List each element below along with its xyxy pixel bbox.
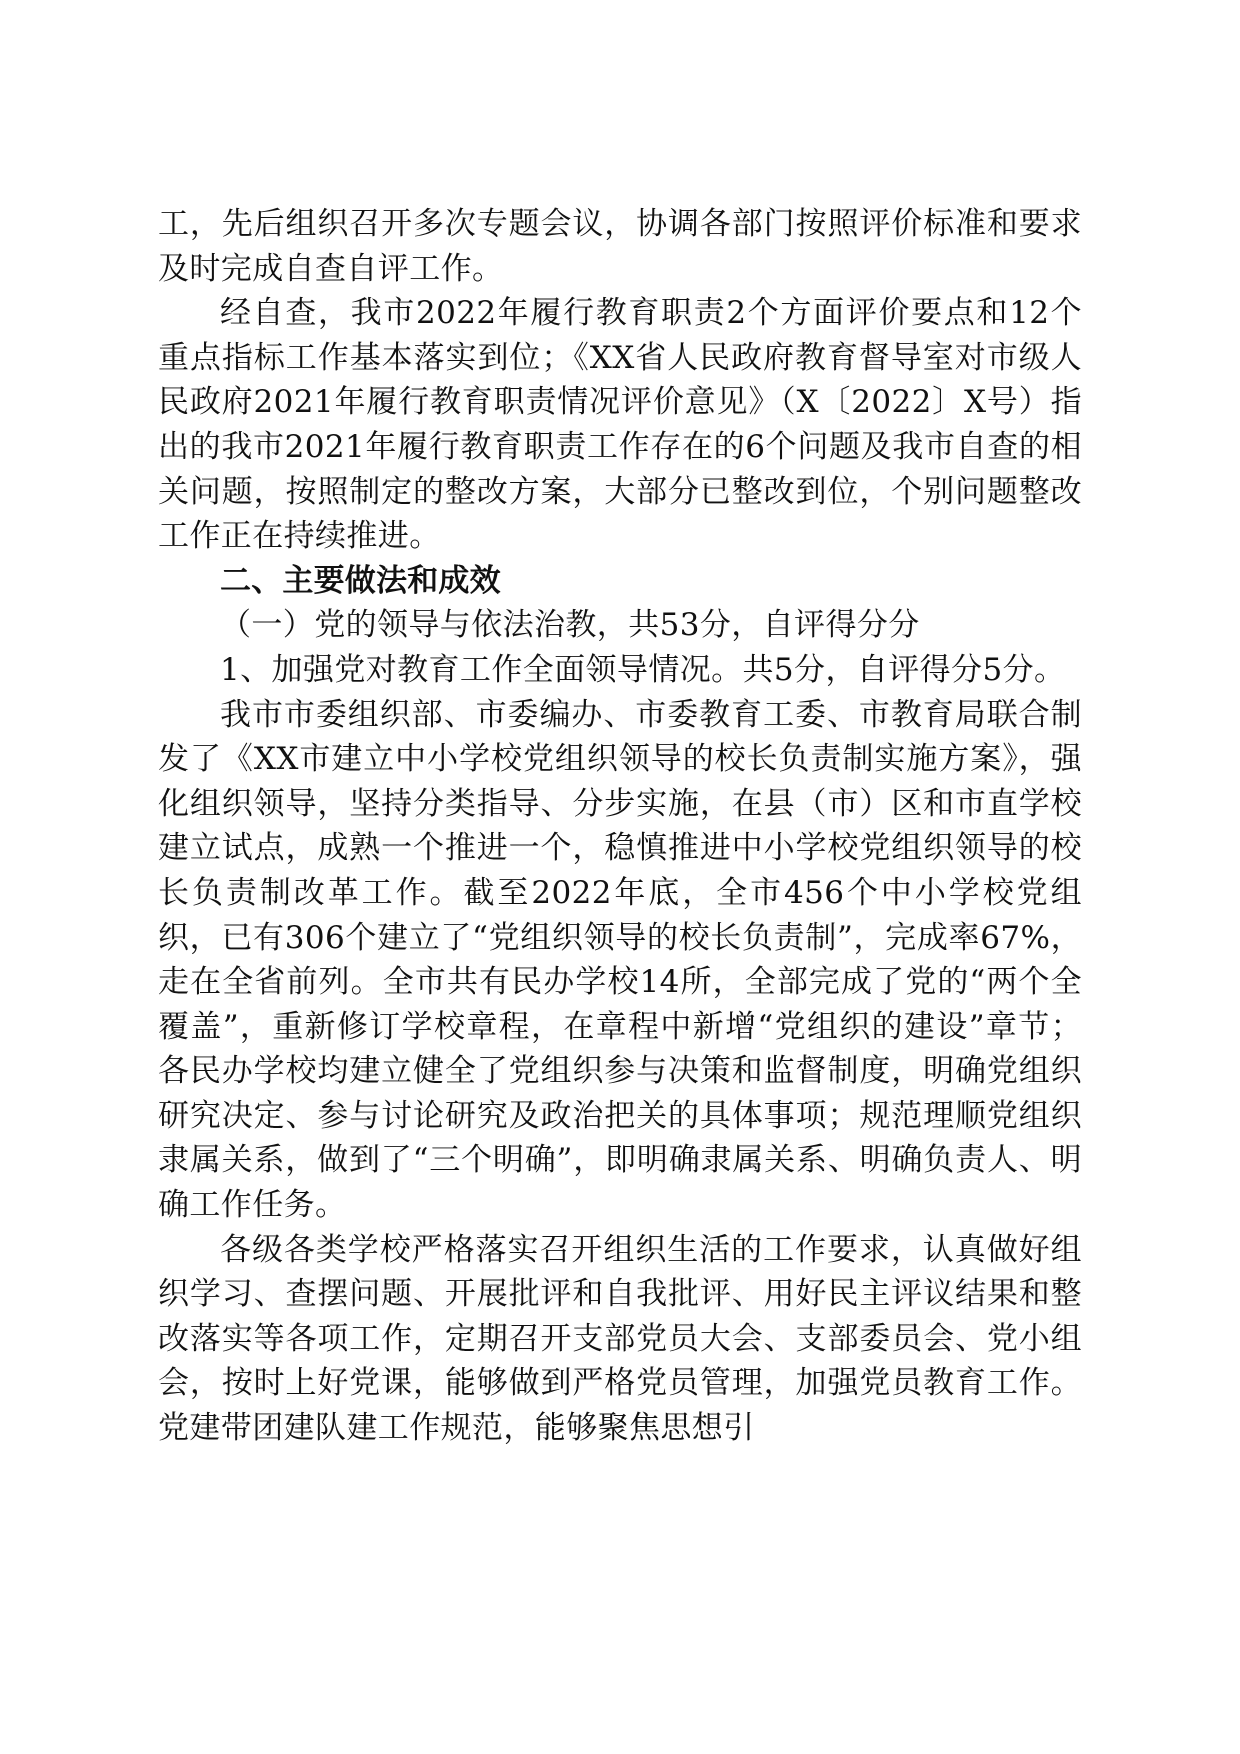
paragraph-organization-life: 各级各类学校严格落实召开组织生活的工作要求，认真做好组织学习、查摆问题、开展批评和自我批评、用好民主评议结果和整改落实等各项工作，定期召开支部党员大会、支部委员会、党小组会，按时上好党课，能够做到严格党员管理，加强党员教育工作。党建带团建队建工作规范，能够聚焦思想引 (158, 1231, 1082, 1447)
paragraph-party-leadership: 我市市委组织部、市委编办、市委教育工委、市教育局联合制发了《XX市建立中小学校党组织领导的校长负责制实施方案》，强化组织领导，坚持分类指导、分步实施，在县（市）区和市直学校建立试点，成熟一个推进一个，稳慎推进中小学校党组织领导的校长负责制改革工作。截至2022年底，全市456个中小学校党组织，已有306个建立了“党组织领导的校长负责制”，完成率67%，走在全省前列。全市共有民办学校14所，全部完成了党的“两个全覆盖”，重新修订学校章程，在章程中新增“党组织的建设”章节；各民办学校均建立健全了党组织参与决策和监督制度，明确党组织研究决定、参与讨论研究及政治把关的具体事项；规范理顺党组织隶属关系，做到了“三个明确”，即明确隶属关系、明确负责人、明确工作任务。 (158, 696, 1082, 1224)
paragraph-self-check-summary: 经自查，我市2022年履行教育职责2个方面评价要点和12个重点指标工作基本落实到位；《XX省人民政府教育督导室对市级人民政府2021年履行教育职责情况评价意见》（X〔2022〕X号）指出的我市2021年履行教育职责工作存在的6个问题及我市自查的相关问题，按照制定的整改方案，大部分已整改到位，个别问题整改工作正在持续推进。 (158, 295, 1082, 555)
document-body (158, 202, 1082, 1451)
section-heading: 二、主要做法和成效 (220, 562, 501, 599)
paragraph-continuation: 工，先后组织召开多次专题会议，协调各部门按照评价标准和要求及时完成自查自评工作。 (158, 206, 1082, 287)
subsection-heading: （一）党的领导与依法治教，共53分，自评得分分 (220, 607, 920, 644)
item-heading: 1、加强党对教育工作全面领导情况。共5分，自评得分5分。 (220, 651, 1066, 688)
